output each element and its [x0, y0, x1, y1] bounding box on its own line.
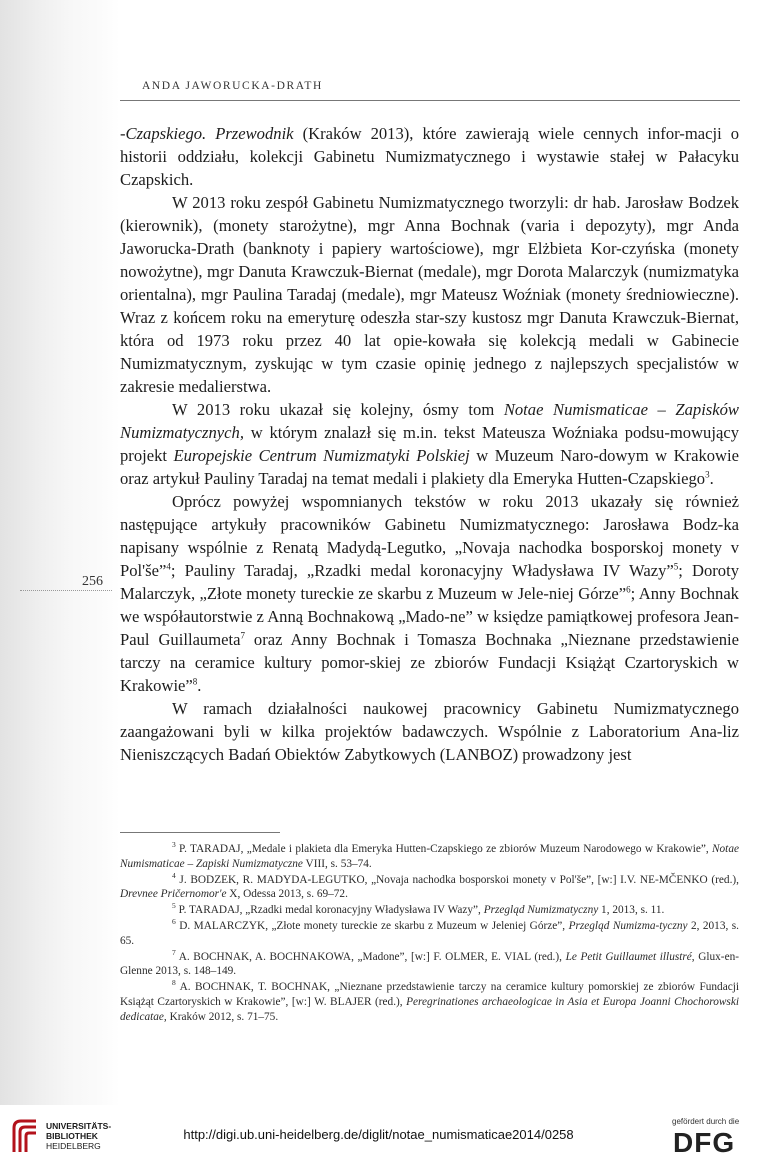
footnote-ref-3[interactable]: 3: [705, 469, 710, 480]
page-number-rule: [20, 590, 112, 591]
footnote-ref-5[interactable]: 5: [673, 561, 679, 572]
paragraph-2: W 2013 roku zespół Gabinetu Numizmatycznego tworzyli: dr hab. Jarosław Bodzek (kierownik), (monety starożytne), mgr Anna Bochnak (varia i depozyty), mgr Anda Jaworucka-Drath (banknoty i papiery wartościowe), mgr Elżbieta Kor-czyńska (monety nowożytne), mgr Danuta Krawczuk-Biernat (medale), mgr Dorota Malarczyk (numizmatyka orientalna), mgr Paulina Taradaj (medale), mgr Mateusz Woźniak (monety średniowieczne). Wraz z końcem roku na emeryturę odeszła star-szy kustosz mgr Danuta Krawczuk-Biernat, która od 1973 roku przez 40 lat opie-kowała się kolekcją medali w Gabinecie Numizmatycznym, zyskując w tym czasie opinię jednego z najlepszych specjalistów w zakresie medalierstwa.: [120, 193, 739, 396]
footnotes: [120, 842, 739, 1026]
footnote-7: $^7$ A. BOCHNAK, A. BOCHNAKOWA, „Madone”, [w:] F. OLMER, E. VIAL (red.), Le Petit Guillaumet illustré, Glux-en-Glenne 2013, s. 148–149.: [120, 947, 739, 978]
footnote-8: $^8$ A. BOCHNAK, T. BOCHNAK, „Nieznane przedstawienie tarczy na ceramice kultury pomorskiej ze zbiorów Fundacji Książąt Czartoryskich w Krakowie”, [w:] W. BLAJER (red.), Peregrinationes archaeologicae in Asia et Europa Joanni Chochorowski dedicatae, Kraków 2012, s. 71–75.: [120, 978, 739, 1023]
footnote-ref-6[interactable]: 6: [626, 584, 631, 595]
dfg-logo[interactable]: DFG: [673, 1127, 736, 1158]
page-number: 256: [82, 574, 103, 589]
footnote-6: $^6$ D. MALARCZYK, „Złote monety tureckie ze skarbu z Muzeum w Jeleniej Górze”, Przegląd Numizma-tyczny 2, 2013, s. 65.: [120, 917, 739, 947]
footnote-5: $^5$ P. TARADAJ, „Rzadki medal koronacyjny Władysława IV Wazy”, Przegląd Numizmatyczny 1, 2013, s. 11.: [172, 901, 665, 917]
italic-title: -Czapskiego. Przewodnik: [120, 124, 294, 143]
footnote-3: $^3$ P. TARADAJ, „Medale i plakieta dla Emeryka Hutten-Czapskiego ze zbiorów Muzeum Narodowego w Krakowie”, Notae Numismaticae – Zapiski Numizmatyczne VIII, s. 53–74.: [120, 840, 739, 870]
running-head: ANDA JAWORUCKA-DRATH: [142, 80, 323, 92]
footnote-ref-7[interactable]: 7: [240, 630, 245, 641]
funded-by-label: gefördert durch die: [672, 1117, 740, 1126]
permalink-url[interactable]: http://digi.ub.uni-heidelberg.de/diglit/notae_numismaticae2014/0258: [183, 1127, 574, 1142]
footnote-ref-8[interactable]: 8: [192, 676, 198, 687]
paragraph-3: W 2013 roku ukazał się kolejny, ósmy tom Notae Numismaticae – Zapisków Numizmatycznych, w którym znalazł się m.in. tekst Mateusza Woźniaka podsu-mowujący projekt Europejskie Centrum Numizmatyki Polskiej w Muzeum Naro-dowym w Krakowie oraz artykuł Pauliny Taradaj na temat medali i plakiety dla Emeryka Hutten-Czapskiego$^3$.: [120, 400, 739, 488]
footnote-ref-4[interactable]: 4: [166, 561, 171, 572]
header-rule: [120, 100, 740, 101]
paragraph-1: -Czapskiego. Przewodnik (Kraków 2013), które zawierają wiele cennych infor-macji o historii oddziału, kolekcji Gabinetu Numizmatycznego i wystawie stałej w Pałacyku Czapskich.: [120, 124, 740, 189]
library-name: UNIVERSITÄTS- BIBLIOTHEK HEIDELBERG: [46, 1121, 112, 1151]
body-text: [120, 122, 739, 766]
paragraph-4: Oprócz powyżej wspomnianych tekstów w roku 2013 ukazały się również następujące artykuły pracowników Gabinetu Numizmatycznego: Jarosława Bodz-ka napisany wspólnie z Renatą Madydą-Legutko, „Novaja nachodka bosporskoj monety v Pol'še”$^4$; Pauliny Taradaj, „Rzadki medal koronacyjny Władysława IV Wazy”$^5$; Doroty Malarczyk, „Złote monety tureckie ze skarbu z Muzeum w Jele-niej Górze”$^6$; Anny Bochnak we współautorstwie z Anną Bochnakową „Mado-ne” w księdze pamiątkowej profesora Jean-Paul Guillaumeta$^7$ oraz Anny Bochnak i Tomasza Bochnaka „Nieznane przedstawienie tarczy na ceramice kultury pomor-skiej ze zbiorów Fundacji Książąt Czartoryskich w Krakowie”$^8$.: [120, 492, 740, 695]
paragraph-5: W ramach działalności naukowej pracownicy Gabinetu Numizmatycznego zaangażowani byli w kilka projektów badawczych. Wspólnie z Laboratorium Ana-liz Nieniszczących Badań Obiektów Zabytkowych (LANBOZ) prowadzony jest: [120, 699, 739, 764]
footnote-4: $^4$ J. BODZEK, R. MADYDA-LEGUTKO, „Novaja nachodka bosporskoi monety v Pol'še”, [w:] I.V. NE-MČENKO (red.), Drevnee Pričernomor'e X, Odessa 2013, s. 69–72.: [120, 870, 739, 901]
footnote-rule: [120, 832, 280, 833]
